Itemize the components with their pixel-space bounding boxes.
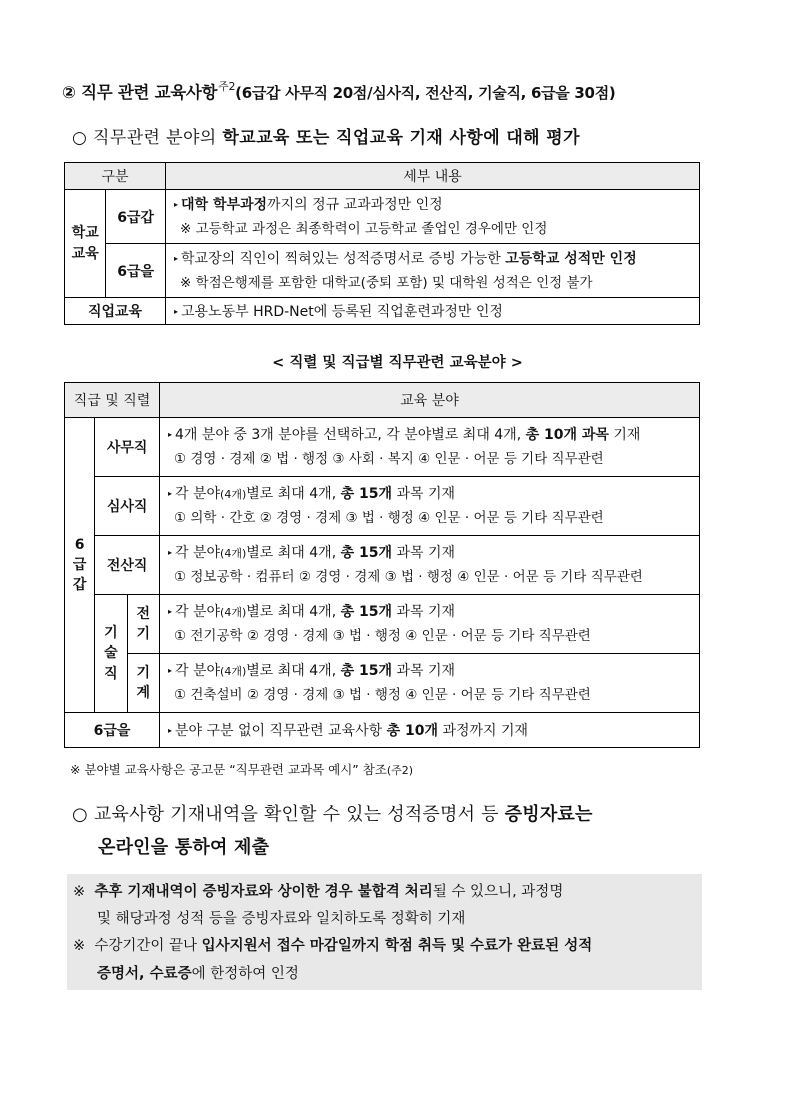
warning-line-3: ※ 수강기간이 끝나 입사지원서 접수 마감일까지 학점 취득 및 수료가 완료된 성적 [73,938,593,954]
heading-footnote-mark: 주2 [218,80,236,93]
grade-6b-label: 6급을 [65,713,160,748]
field-cell: ▸ 각 분야(4개)별로 최대 4개, 총 15개 과목 기재 ① 의학 · 간호 ② 경영 · 경제 ③ 법 · 행정 ④ 인문 · 어문 등 기타 직무관련 [160,477,700,536]
header-details: 세부 내용 [166,163,700,190]
school-education-label: 학교 교육 [65,190,106,298]
triangle-bullet-icon: ▸ [168,489,173,498]
circle-bullet-icon: ○ [72,128,88,148]
series-label: 기 계 [127,654,159,713]
series-label: 전 기 [127,595,159,654]
bullet-text-strong: 학교교육 또는 직업교육 기재 사항에 대해 평가 [222,128,580,148]
warning-line-2: 및 해당과정 성적 등을 증빙자료와 일치하도록 정확히 기재 [97,911,466,927]
evaluation-bullet [72,123,580,148]
field-cell: ▸ 각 분야(4개)별로 최대 4개, 총 15개 과목 기재 ① 건축설비 ② 경영 · 경제 ③ 법 · 행정 ④ 인문 · 어문 등 기타 직무관련 [160,654,700,713]
detail-cell: ▸ 고용노동부 HRD-Net에 등록된 직업훈련과정만 인정 [166,298,700,325]
field-by-grade-table [64,382,700,748]
detail-cell: ▸ 대학 학부과정까지의 정규 교과과정만 인정 ※ 고등학교 과정은 최종학력이 고등학교 졸업인 경우에만 인정 [166,190,700,244]
triangle-bullet-icon: ▸ [168,548,173,557]
bullet-text-pre: 직무관련 분야의 [93,128,223,148]
heading-number: ② [62,83,76,102]
series-label: 심사직 [95,477,160,536]
triangle-bullet-icon: ▸ [174,306,179,316]
triangle-bullet-icon: ▸ [168,430,173,439]
warning-box [67,874,702,990]
series-label: 전산직 [95,536,160,595]
submission-bullet: ○ 교육사항 기재내역을 확인할 수 있는 성적증명서 등 증빙자료는 온라인을 통하여 제출 [72,804,593,858]
triangle-bullet-icon: ▸ [168,666,173,675]
detail-note: ※ 고등학교 과정은 최종학력이 고등학교 졸업인 경우에만 인정 [180,220,548,237]
warning-line-1: ※ 추후 기재내역이 증빙자료와 상이한 경우 불합격 처리될 수 있으니, 과정명 [73,884,564,900]
tech-series-label: 기 술 직 [95,595,127,713]
grade-label: 6급을 [106,244,166,298]
field-cell: ▸ 각 분야(4개)별로 최대 4개, 총 15개 과목 기재 ① 정보공학 · 컴퓨터 ② 경영 · 경제 ③ 법 · 행정 ④ 인문 · 어문 등 기타 직무관련 [160,536,700,595]
reference-note: ※ 분야별 교육사항은 공고문 “직무관련 교과목 예시” 참조(주2) [70,762,414,777]
header-education-field: 교육 분야 [160,383,700,418]
field-cell: ▸ 분야 구분 없이 직무관련 교육사항 총 10개 과정까지 기재 [160,713,700,748]
vocational-label: 직업교육 [65,298,166,325]
triangle-bullet-icon: ▸ [168,607,173,616]
field-cell: ▸ 각 분야(4개)별로 최대 4개, 총 15개 과목 기재 ① 전기공학 ② 경영 · 경제 ③ 법 · 행정 ④ 인문 · 어문 등 기타 직무관련 [160,595,700,654]
detail-note: ※ 학점은행제를 포함한 대학교(중퇴 포함) 및 대학원 성적은 인정 불가 [180,274,593,291]
warning-line-4: 증명서, 수료증에 한정하여 인정 [97,966,299,982]
circle-bullet-icon: ○ [72,804,88,825]
section-heading [62,78,615,103]
group-label-6a: 6 급 갑 [65,418,95,713]
header-grade-series: 직급 및 직렬 [65,383,160,418]
detail-cell: ▸ 학교장의 직인이 찍혀있는 성적증명서로 증빙 가능한 고등학교 성적만 인정 ※ 학점은행제를 포함한 대학교(중퇴 포함) 및 대학원 성적은 인정 불가 [166,244,700,298]
triangle-bullet-icon: ▸ [174,199,179,209]
triangle-bullet-icon: ▸ [174,253,179,263]
heading-score-note: (6급갑 사무직 20점/심사직, 전산직, 기술직, 6급을 30점) [235,84,616,102]
triangle-bullet-icon: ▸ [168,725,173,735]
field-cell: ▸ 4개 분야 중 3개 분야를 선택하고, 각 분야별로 최대 4개, 총 10개 과목 기재 ① 경영 · 경제 ② 법 · 행정 ③ 사회 · 복지 ④ 인문 · 어문 등 기타 직무관련 [160,418,700,477]
heading-title: 직무 관련 교육사항 [81,83,218,102]
header-category: 구분 [65,163,166,190]
table-caption: < 직렬 및 직급별 직무관련 교육분야 > [272,355,523,371]
school-education-table [64,162,700,325]
series-label: 사무직 [95,418,160,477]
grade-label: 6급갑 [106,190,166,244]
